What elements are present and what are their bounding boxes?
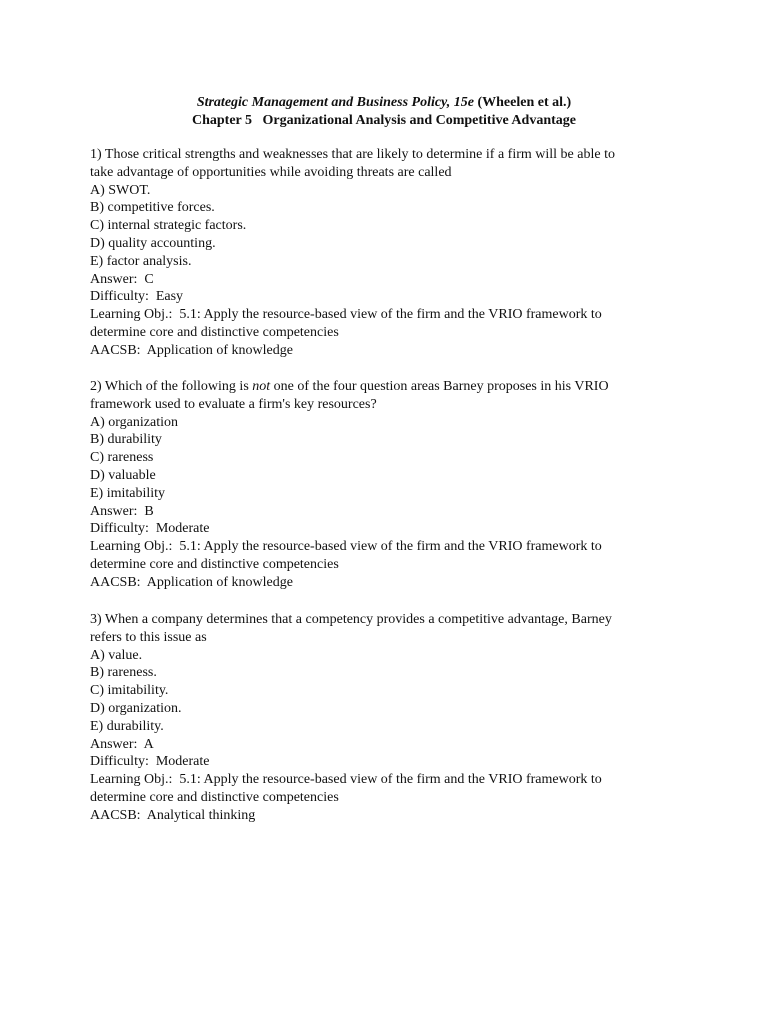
- answer-choice: A) value.: [90, 647, 143, 663]
- answer-choice: C) rareness: [90, 450, 154, 466]
- question-3: [90, 611, 690, 825]
- learning-objective: Learning Obj.: 5.1: Apply the resource-based view of the firm and the VRIO framework to: [90, 772, 602, 788]
- answer-choice: A) organization: [90, 414, 178, 430]
- aacsb: AACSB: Application of knowledge: [90, 342, 293, 358]
- answer-choice: A) SWOT.: [90, 182, 151, 198]
- question-stem: 3) When a company determines that a competency provides a competitive advantage, Barney: [90, 612, 612, 627]
- authors: (Wheelen et al.): [477, 95, 572, 110]
- learning-objective: determine core and distinctive competencies: [90, 324, 339, 340]
- learning-objective: determine core and distinctive competencies: [90, 789, 339, 805]
- learning-objective: Learning Obj.: 5.1: Apply the resource-based view of the firm and the VRIO framework to: [90, 307, 602, 323]
- answer-choice: E) durability.: [90, 718, 164, 734]
- question-1: [90, 146, 690, 360]
- answer-choice: B) rareness.: [90, 665, 157, 681]
- book-title: Strategic Management and Business Policy, 15e: [196, 95, 474, 110]
- question-stem: framework used to evaluate a firm's key resources?: [90, 396, 377, 412]
- answer-choice: C) internal strategic factors.: [90, 218, 247, 234]
- question-stem-text: 2) Which of the following is: [90, 379, 253, 394]
- answer-choice: E) imitability: [90, 485, 166, 501]
- question-stem: [90, 378, 690, 396]
- answer-choice: D) organization.: [90, 700, 182, 716]
- answer-key: Answer: C: [90, 271, 154, 287]
- question-stem: refers to this issue as: [90, 629, 207, 645]
- question-stem: take advantage of opportunities while avoiding threats are called: [90, 164, 452, 180]
- learning-objective: Learning Obj.: 5.1: Apply the resource-based view of the firm and the VRIO framework to: [90, 539, 602, 555]
- difficulty: Difficulty: Easy: [90, 289, 184, 305]
- aacsb: AACSB: Analytical thinking: [90, 807, 256, 823]
- question-stem: 1) Those critical strengths and weaknesses that are likely to determine if a firm will be able to: [90, 147, 615, 162]
- answer-choice: E) factor analysis.: [90, 253, 192, 269]
- book-title-line: [0, 94, 768, 112]
- answer-key: Answer: A: [90, 736, 154, 752]
- difficulty: Difficulty: Moderate: [90, 521, 210, 537]
- emphasis-text: not: [252, 379, 271, 394]
- answer-choice: D) quality accounting.: [90, 235, 216, 251]
- question-2: [90, 378, 690, 592]
- answer-choice: D) valuable: [90, 467, 156, 483]
- chapter-title: Chapter 5 Organizational Analysis and Competitive Advantage: [192, 113, 576, 128]
- difficulty: Difficulty: Moderate: [90, 754, 210, 770]
- answer-choice: B) durability: [90, 432, 162, 448]
- answer-choice: B) competitive forces.: [90, 200, 215, 216]
- answer-choice: C) imitability.: [90, 683, 169, 699]
- learning-objective: determine core and distinctive competencies: [90, 556, 339, 572]
- document-header: [0, 94, 768, 130]
- aacsb: AACSB: Application of knowledge: [90, 574, 293, 590]
- answer-key: Answer: B: [90, 503, 154, 519]
- question-stem-text: one of the four question areas Barney proposes in his VRIO: [270, 379, 609, 394]
